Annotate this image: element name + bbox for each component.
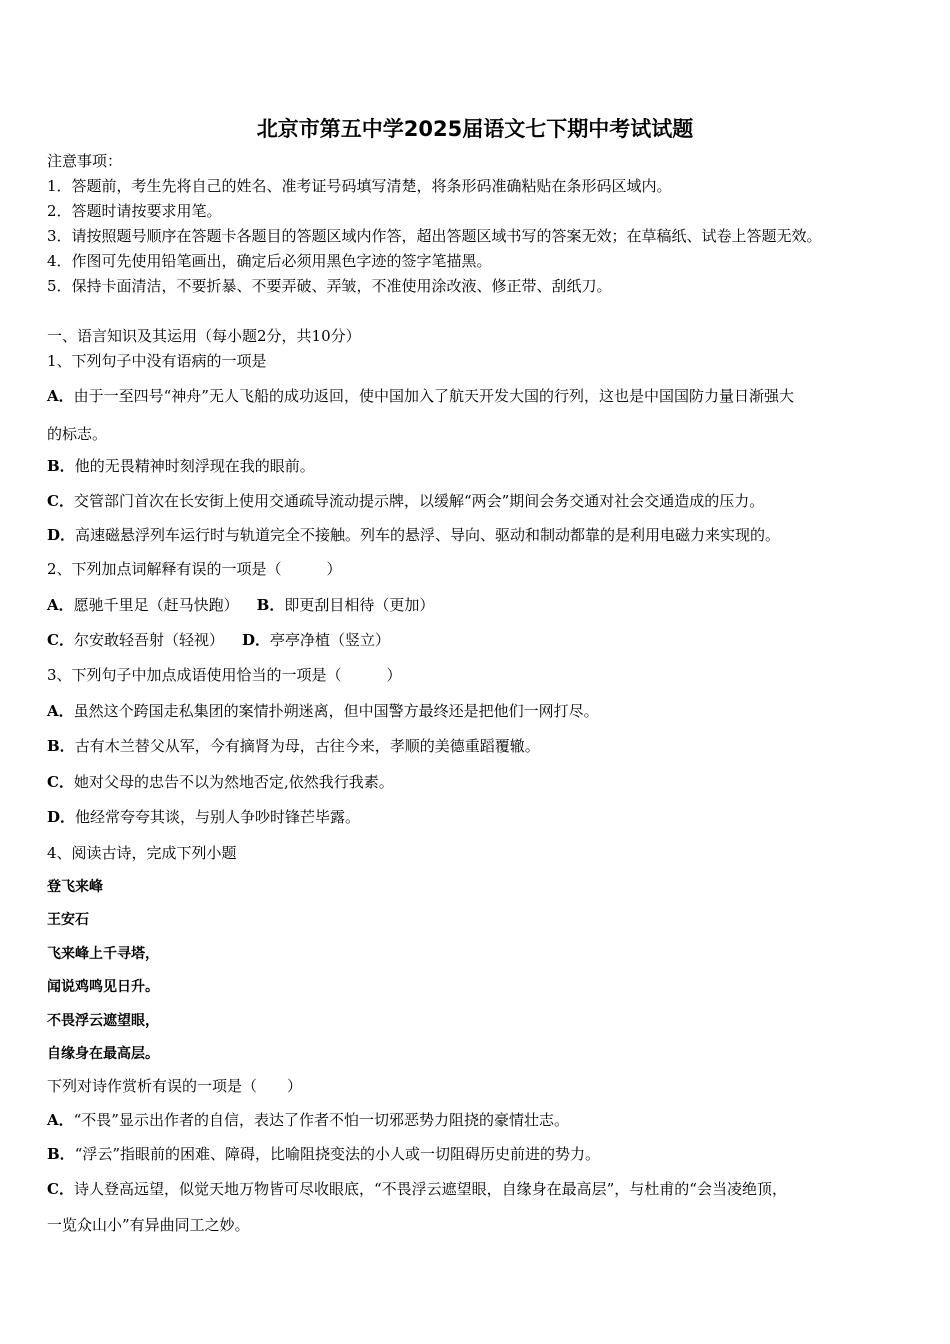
notice-heading: 注意事项： bbox=[47, 152, 123, 170]
page-title: 北京市第五中学2025届语文七下期中考试试题 bbox=[256, 117, 694, 141]
question-4-option-c-cont: 一览众山小”有异曲同工之妙。 bbox=[47, 1216, 250, 1234]
poem-author: 王安石 bbox=[47, 912, 89, 928]
question-1-option-b bbox=[47, 456, 315, 476]
option-label: C． bbox=[47, 773, 74, 791]
option-text: 他的无畏精神时刻浮现在我的眼前。 bbox=[74, 457, 315, 475]
question-3-option-c bbox=[47, 772, 394, 792]
question-1-option-a-cont: 的标志。 bbox=[47, 425, 108, 443]
question-2-options-cd bbox=[47, 630, 390, 650]
poem-line: 闻说鸡鸣见日升。 bbox=[47, 979, 159, 995]
option-label: D． bbox=[241, 631, 270, 649]
option-label: A． bbox=[47, 387, 74, 405]
question-3-stem: 3、下列句子中加点成语使用恰当的一项是（ ） bbox=[47, 666, 402, 684]
option-text: 交管部门首次在长安街上使用交通疏导流动提示牌，以缓解“两会”期间会务交通对社会交通造成的压力。 bbox=[73, 492, 765, 510]
option-text: 他经常夸夸其谈，与别人争吵时锋芒毕露。 bbox=[75, 808, 361, 826]
option-label: D． bbox=[47, 526, 76, 544]
option-label: C． bbox=[47, 492, 74, 510]
option-text: 诗人登高远望，似觉天地万物皆可尽收眼底，“不畏浮云遮望眼，自缘身在最高层”，与杜甫的“会当凌绝顶， bbox=[73, 1180, 787, 1198]
option-text: 她对父母的忠告不以为然地否定,依然我行我素。 bbox=[73, 773, 394, 791]
option-label: B． bbox=[47, 457, 75, 475]
poem-line: 自缘身在最高层。 bbox=[47, 1046, 159, 1062]
option-text: 愿驰千里足（赶马快跑） bbox=[73, 596, 239, 614]
question-3-option-a bbox=[47, 701, 599, 721]
notice-item: 3．请按照题号顺序在答题卡各题目的答题区域内作答，超出答题区域书写的答案无效；在草稿纸、试卷上答题无效。 bbox=[47, 227, 822, 245]
option-text: 亭亭净植（竖立） bbox=[269, 631, 390, 649]
option-text: 古有木兰替父从军，今有摘肾为母，古往今来，孝顺的美德重蹈覆辙。 bbox=[74, 737, 540, 755]
option-text: 虽然这个跨国走私集团的案情扑朔迷离，但中国警方最终还是把他们一网打尽。 bbox=[73, 702, 599, 720]
question-1-stem: 1、下列句子中没有语病的一项是 bbox=[47, 352, 267, 370]
notice-item: 4．作图可先使用铅笔画出，确定后必须用黑色字迹的签字笔描黑。 bbox=[47, 252, 492, 270]
option-text: 即更刮目相待（更加） bbox=[284, 596, 435, 614]
question-4-sub-stem: 下列对诗作赏析有误的一项是（ ） bbox=[47, 1077, 303, 1095]
question-3-option-b bbox=[47, 736, 540, 756]
option-label: B． bbox=[47, 1145, 75, 1163]
poem-line: 飞来峰上千寻塔， bbox=[47, 946, 159, 962]
question-4-option-a bbox=[47, 1110, 569, 1130]
question-4-option-c bbox=[47, 1179, 787, 1199]
option-text: 高速磁悬浮列车运行时与轨道完全不接触。列车的悬浮、导向、驱动和制动都靠的是利用电磁力来实现的。 bbox=[75, 526, 781, 544]
question-1-option-d bbox=[47, 525, 780, 545]
question-1-option-c bbox=[47, 491, 764, 511]
poem-title: 登飞来峰 bbox=[47, 879, 103, 895]
notice-item: 1．答题前，考生先将自己的姓名、准考证号码填写清楚，将条形码准确粘贴在条形码区域内。 bbox=[47, 177, 672, 195]
option-label: B． bbox=[47, 737, 75, 755]
question-1-option-a bbox=[47, 386, 794, 406]
option-text: “不畏”显示出作者的自信，表达了作者不怕一切邪恶势力阻挠的豪情壮志。 bbox=[73, 1111, 569, 1129]
notice-item: 2．答题时请按要求用笔。 bbox=[47, 202, 222, 220]
option-label: B． bbox=[256, 596, 285, 614]
section-heading: 一、语言知识及其运用（每小题2分，共10分） bbox=[47, 327, 361, 345]
question-2-stem: 2、下列加点词解释有误的一项是（ ） bbox=[47, 560, 342, 578]
option-label: A． bbox=[47, 702, 74, 720]
question-4-stem: 4、阅读古诗，完成下列小题 bbox=[47, 844, 237, 862]
option-label: A． bbox=[47, 1111, 74, 1129]
option-label: A． bbox=[47, 596, 74, 614]
poem-line: 不畏浮云遮望眼， bbox=[47, 1013, 159, 1029]
option-label: C． bbox=[47, 631, 74, 649]
option-label: C． bbox=[47, 1180, 74, 1198]
option-text: 尔安敢轻吾射（轻视） bbox=[73, 631, 224, 649]
question-4-option-b bbox=[47, 1144, 600, 1164]
option-text: “浮云”指眼前的困难、障碍，比喻阻挠变法的小人或一切阻碍历史前进的势力。 bbox=[74, 1145, 601, 1163]
notice-item: 5．保持卡面清洁，不要折暴、不要弄破、弄皱，不准使用涂改液、修正带、刮纸刀。 bbox=[47, 277, 612, 295]
question-2-options-ab bbox=[47, 595, 434, 615]
option-label: D． bbox=[47, 808, 76, 826]
question-3-option-d bbox=[47, 807, 360, 827]
option-text: 由于一至四号“神舟”无人飞船的成功返回，使中国加入了航天开发大国的行列，这也是中国国防力量日渐强大 bbox=[73, 387, 794, 405]
